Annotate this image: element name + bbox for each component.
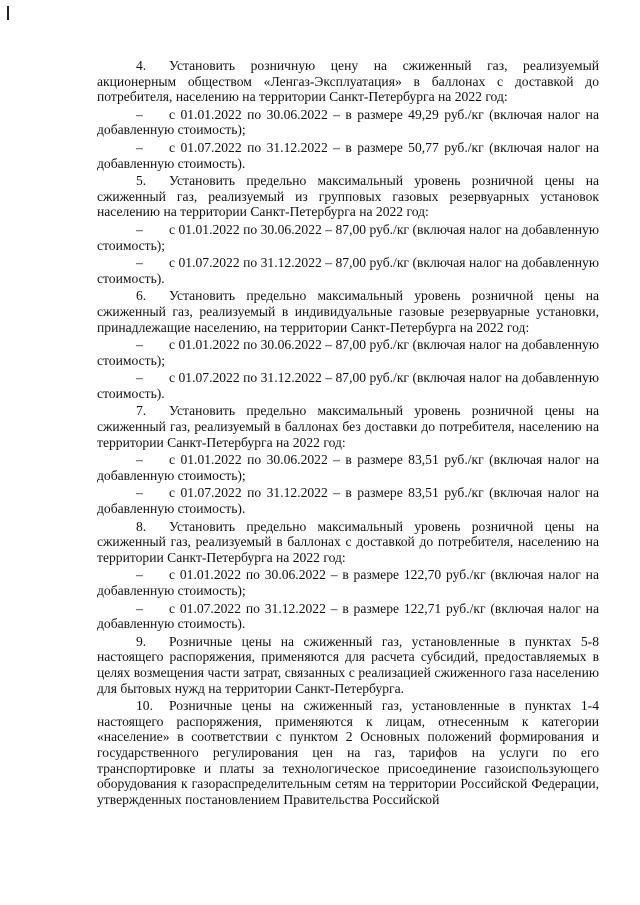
list-item-text: с 01.01.2022 по 30.06.2022 – в размере 122,70 руб./кг (включая налог на добавленную стоимость);: [97, 567, 599, 598]
paragraph-item-6: [97, 288, 599, 335]
paragraph-text: Розничные цены на сжиженный газ, установленные в пунктах 5-8 настоящего распоряжения, применяются для расчета субсидий, предоставляемых в целях возмещения части затрат, связанных с реализацией сжиженного газа населению для бытовых нужд на территории Санкт-Петербурга.: [97, 633, 599, 696]
list-item-text: с 01.07.2022 по 31.12.2022 – в размере 122,71 руб./кг (включая налог на добавленную стоимость).: [97, 600, 599, 632]
list-item-text: с 01.07.2022 по 31.12.2022 – 87,00 руб./кг (включая налог на добавленную стоимость).: [97, 370, 599, 401]
item-number: 5.: [136, 173, 147, 189]
dash-marker: –: [136, 139, 143, 155]
paragraph-text: Установить предельно максимальный уровень розничной цены на сжиженный газ, реализуемый из групповых газовых резервуарных установок населению на территории Санкт-Петербурга на 2022 год:: [97, 173, 599, 220]
dash-marker: –: [136, 370, 143, 386]
paragraph-item-5: [97, 173, 599, 220]
list-item: [97, 255, 599, 286]
list-item-text: с 01.01.2022 по 30.06.2022 – 87,00 руб./кг (включая налог на добавленную стоимость);: [97, 337, 599, 368]
paragraph-item-4: [97, 58, 599, 105]
list-item: [97, 485, 599, 516]
item-number: 10.: [136, 698, 153, 714]
list-item-text: с 01.01.2022 по 30.06.2022 – в размере 83,51 руб./кг (включая налог на добавленную стоимость);: [97, 452, 599, 483]
dash-marker: –: [136, 600, 143, 616]
list-item-text: с 01.07.2022 по 31.12.2022 – 87,00 руб./кг (включая налог на добавленную стоимость).: [97, 255, 599, 286]
list-item: [97, 370, 599, 401]
item-number: 9.: [136, 633, 147, 649]
paragraph-text: Установить предельно максимальный уровень розничной цены на сжиженный газ, реализуемый в баллонах без доставки до потребителя, населению на территории Санкт-Петербурга на 2022 год:: [97, 403, 599, 450]
paragraph-text: Розничные цены на сжиженный газ, установленные в пунктах 1-4 настоящего распоряжения, применяются к лицам, отнесенным к категории «население» в соответствии с пунктом 2 Основных положений формирования и государственного регулирования цен на газ, тарифов на услуги по его транспортировке и платы за технологическое присоединение газоиспользующего оборудования к газораспределительным сетям на территории Российской Федерации, утвержденных постановлением Правительства Российской: [97, 698, 599, 807]
list-item-text: с 01.01.2022 по 30.06.2022 – 87,00 руб./кг (включая налог на добавленную стоимость);: [97, 221, 599, 253]
item-number: 6.: [136, 288, 147, 304]
page-corner-mark: [7, 6, 9, 20]
paragraph-text: Установить предельно максимальный уровень розничной цены на сжиженный газ, реализуемый в индивидуальные газовые резервуарные установки, принадлежащие населению, на территории Санкт-Петербурга на 2022 год:: [97, 288, 599, 335]
dash-marker: –: [136, 106, 143, 122]
list-item: [97, 222, 599, 253]
paragraph-text: Установить предельно максимальный уровень розничной цены на сжиженный газ, реализуемый в баллонах с доставкой до потребителя, населению на территории Санкт-Петербурга на 2022 год:: [97, 518, 599, 565]
list-item: [97, 140, 599, 171]
paragraph-item-10: [97, 698, 599, 807]
paragraph-item-8: [97, 519, 599, 566]
item-number: 4.: [136, 58, 147, 73]
list-item: [97, 567, 599, 598]
list-item: [97, 107, 599, 138]
list-item-text: с 01.07.2022 по 31.12.2022 – в размере 50,77 руб./кг (включая налог на добавленную стоимость).: [97, 139, 599, 171]
item-number: 7.: [136, 403, 147, 419]
list-item-text: с 01.07.2022 по 31.12.2022 – в размере 83,51 руб./кг (включая налог на добавленную стоимость).: [97, 485, 599, 517]
document-page: [97, 58, 599, 809]
list-item-text: с 01.01.2022 по 30.06.2022 – в размере 49,29 руб./кг (включая налог на добавленную стоимость);: [97, 106, 599, 138]
list-item: [97, 337, 599, 368]
dash-marker: –: [136, 452, 143, 468]
paragraph-item-9: [97, 634, 599, 696]
paragraph-text: Установить розничную цену на сжиженный газ, реализуемый акционерным обществом «Ленгаз-Эксплуатация» в баллонах с доставкой до потребителя, населению на территории Санкт-Петербурга на 2022 год:: [97, 58, 599, 105]
list-item: [97, 452, 599, 483]
dash-marker: –: [136, 567, 143, 583]
dash-marker: –: [136, 485, 143, 501]
dash-marker: –: [136, 255, 143, 271]
dash-marker: –: [136, 221, 143, 237]
list-item: [97, 601, 599, 632]
paragraph-item-7: [97, 403, 599, 450]
dash-marker: –: [136, 337, 143, 353]
item-number: 8.: [136, 518, 147, 534]
